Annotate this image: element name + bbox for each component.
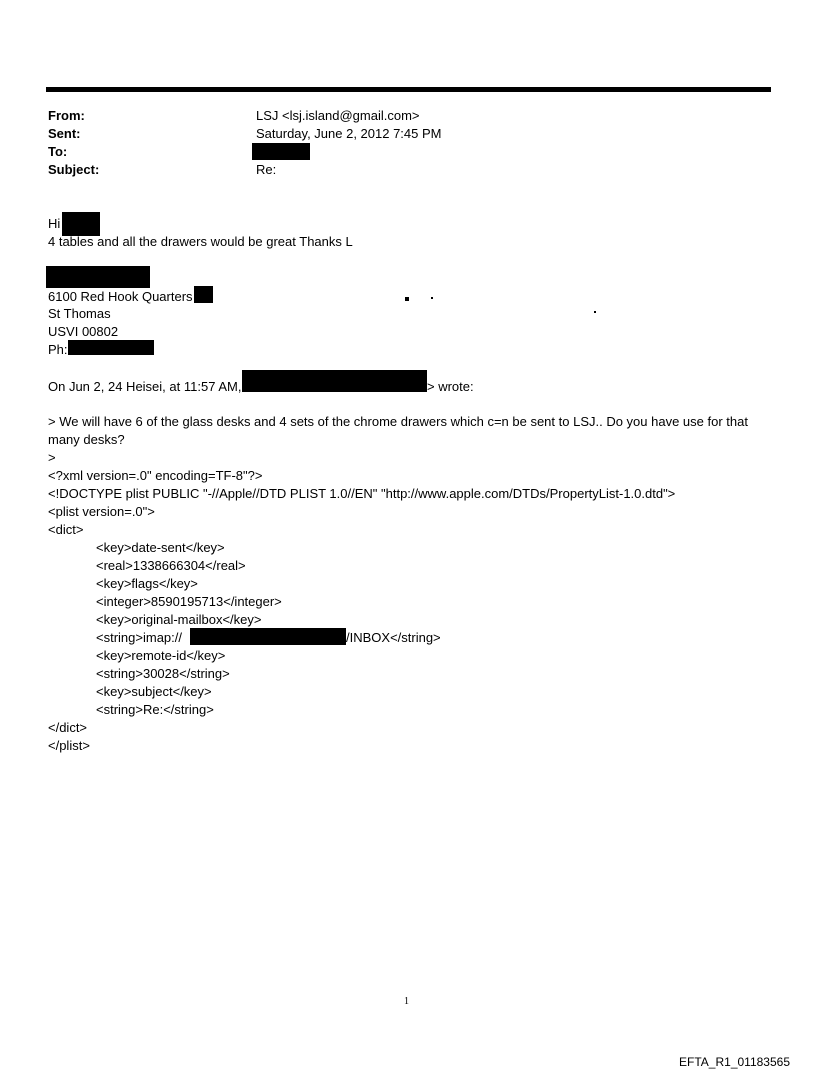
from-label: From: <box>48 108 85 123</box>
plist-line: <key>subject</key> <box>96 684 212 699</box>
scan-speck <box>431 297 433 299</box>
sent-label: Sent: <box>48 126 81 141</box>
sender-redaction <box>242 370 427 392</box>
dict-close: </dict> <box>48 720 88 735</box>
address-line-1: 6100 Red Hook Quarters <box>48 289 193 304</box>
message-text: 4 tables and all the drawers would be great Thanks L <box>48 234 353 249</box>
address-line-3: USVI 00802 <box>48 324 119 339</box>
plist-line: <key>original-mailbox</key> <box>96 612 262 627</box>
phone-label: Ph: <box>48 342 68 357</box>
plist-close: </plist> <box>48 738 90 753</box>
scan-speck <box>405 297 409 301</box>
inbox-suffix: /INBOX</string> <box>346 630 441 645</box>
subject-label: Subject: <box>48 162 100 177</box>
dict-open: <dict> <box>48 522 84 537</box>
xml-declaration: <?xml version=.0" encoding=TF-8"?> <box>48 468 263 483</box>
plist-open: <plist version=.0"> <box>48 504 155 519</box>
subject-value: Re: <box>256 162 277 177</box>
mailbox-redaction <box>190 628 346 645</box>
address-line-2: St Thomas <box>48 306 111 321</box>
quoted-line-1: > We will have 6 of the glass desks and 4 sets of the chrome drawers which c=n be sent to LSJ.. Do you have use for that <box>48 414 748 429</box>
plist-line: <string>Re:</string> <box>96 702 214 717</box>
sent-value: Saturday, June 2, 2012 7:45 PM <box>256 126 442 141</box>
document-id: EFTA_R1_01183565 <box>679 1055 790 1069</box>
header-rule <box>46 87 771 92</box>
quoted-line-2: many desks? <box>48 432 125 447</box>
plist-line: <string>30028</string> <box>96 666 230 681</box>
plist-line: <key>flags</key> <box>96 576 198 591</box>
from-value: LSJ <lsj.island@gmail.com> <box>256 108 420 123</box>
quote-intro: On Jun 2, 24 Heisei, at 11:57 AM, <box>48 379 242 394</box>
to-label: To: <box>48 144 68 159</box>
phone-redaction <box>68 340 154 355</box>
to-redaction <box>252 143 310 160</box>
plist-line: <string>imap:// <box>96 630 182 645</box>
scan-speck <box>594 311 596 313</box>
address-redaction <box>194 286 213 303</box>
plist-line: <key>date-sent</key> <box>96 540 225 555</box>
signature-name-redaction <box>46 266 150 288</box>
doctype-line: <!DOCTYPE plist PUBLIC "-//Apple//DTD PLIST 1.0//EN" "http://www.apple.com/DTDs/PropertyList-1.0.dtd"> <box>48 486 676 501</box>
plist-line: <integer>8590195713</integer> <box>96 594 282 609</box>
page-number: 1 <box>404 996 409 1007</box>
quoted-line-3: > <box>48 450 56 465</box>
greeting: Hi <box>48 216 61 231</box>
plist-line: <key>remote-id</key> <box>96 648 226 663</box>
quote-intro-suffix: > wrote: <box>427 379 474 394</box>
plist-line: <real>1338666304</real> <box>96 558 246 573</box>
